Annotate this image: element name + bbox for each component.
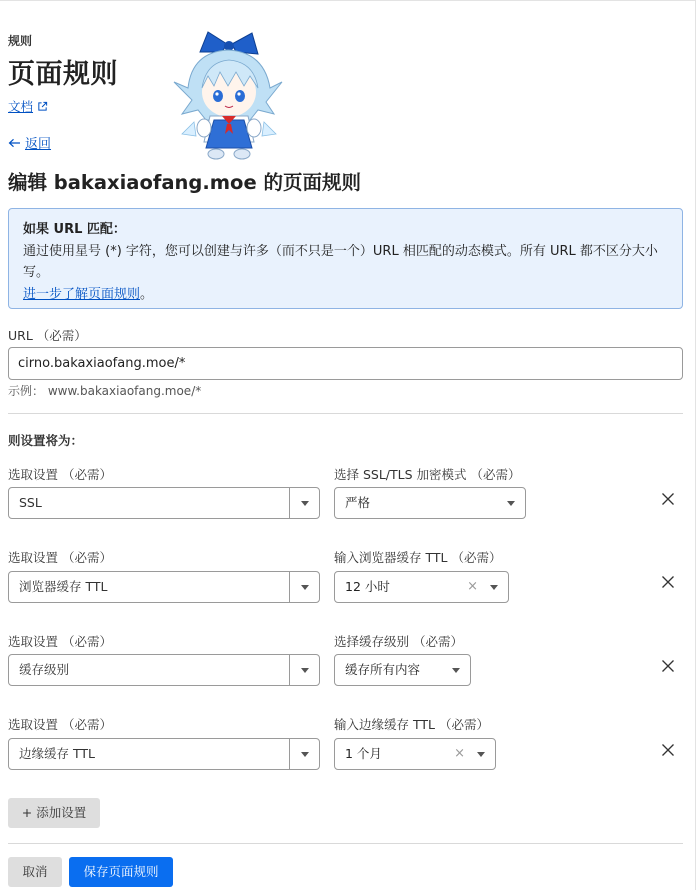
info-title: 如果 URL 匹配： [23,222,126,237]
pick-setting-select[interactable] [8,738,320,770]
setting-value: 1 个月 [345,746,382,761]
close-icon[interactable] [660,658,676,674]
divider [8,413,683,414]
back-link[interactable] [8,133,51,152]
back-link-label: 返回 [25,137,52,152]
setting-value: 缓存所有内容 [345,662,421,677]
edit-rule-heading: 编辑 bakaxiaofang.moe 的页面规则 [8,171,361,194]
url-label: URL （必需） [8,328,87,343]
chevron-down-icon [507,501,515,506]
close-icon[interactable] [660,491,676,507]
clear-icon[interactable]: × [467,579,478,594]
divider [8,843,683,844]
add-setting-button[interactable]: + 添加设置 [8,798,100,828]
pick-setting-select[interactable] [8,571,320,603]
setting-value-label: 选择 SSL/TLS 加密模式 （必需） [334,467,521,482]
dropdown-toggle[interactable] [289,572,319,602]
chevron-down-icon [301,585,309,590]
docs-link-label: 文档 [8,99,34,114]
pick-setting-label: 选取设置 （必需） [8,717,112,732]
url-example: 示例： www.bakaxiaofang.moe/* [8,384,202,398]
setting-value-select[interactable] [334,738,496,770]
pick-setting-value: 边缘缓存 TTL [19,746,95,761]
pick-setting-label: 选取设置 （必需） [8,467,112,482]
dropdown-toggle[interactable] [289,488,319,518]
pick-setting-value: 缓存级别 [19,662,70,677]
chevron-down-icon [301,501,309,506]
learn-more-link[interactable]: 进一步了解页面规则 [23,286,141,302]
setting-value: 严格 [345,495,371,510]
cancel-button[interactable]: 取消 [8,857,62,887]
setting-value-label: 输入边缘缓存 TTL （必需） [334,717,489,732]
info-body: 通过使用星号 (*) 字符，您可以创建与许多（而不只是一个）URL 相匹配的动态模式。所有 URL 都不区分大小写。 [23,243,658,280]
learn-more-suffix: 。 [140,286,154,302]
mascot-avatar [170,30,285,162]
setting-value-label: 输入浏览器缓存 TTL （必需） [334,550,502,565]
section-label: 规则 [8,34,33,48]
clear-icon[interactable]: × [454,746,465,761]
chevron-down-icon [452,668,460,673]
close-icon[interactable] [660,574,676,590]
setting-value: 12 小时 [345,579,390,594]
pick-setting-label: 选取设置 （必需） [8,550,112,565]
external-link-icon [37,101,48,112]
pick-setting-select[interactable] [8,654,320,686]
chevron-down-icon [301,752,309,757]
chevron-down-icon [490,585,498,590]
chevron-down-icon [477,752,485,757]
setting-value-select[interactable] [334,487,526,519]
pick-setting-select[interactable] [8,487,320,519]
close-icon[interactable] [660,742,676,758]
url-input[interactable]: cirno.bakaxiaofang.moe/* [8,347,683,380]
pick-setting-label: 选取设置 （必需） [8,634,112,649]
top-border [0,0,696,1]
setting-value-select[interactable] [334,654,471,686]
pick-setting-value: SSL [19,495,42,510]
dropdown-toggle[interactable] [289,739,319,769]
chevron-down-icon [301,668,309,673]
save-page-rule-button[interactable]: 保存页面规则 [69,857,173,887]
arrow-left-icon [8,138,21,148]
settings-heading: 则设置将为： [8,433,84,448]
dropdown-toggle[interactable] [289,655,319,685]
setting-value-label: 选择缓存级别 （必需） [334,634,463,649]
docs-link[interactable] [8,97,48,115]
info-box [8,208,683,309]
setting-value-select[interactable] [334,571,509,603]
pick-setting-value: 浏览器缓存 TTL [19,579,108,594]
page-title: 页面规则 [8,59,118,90]
